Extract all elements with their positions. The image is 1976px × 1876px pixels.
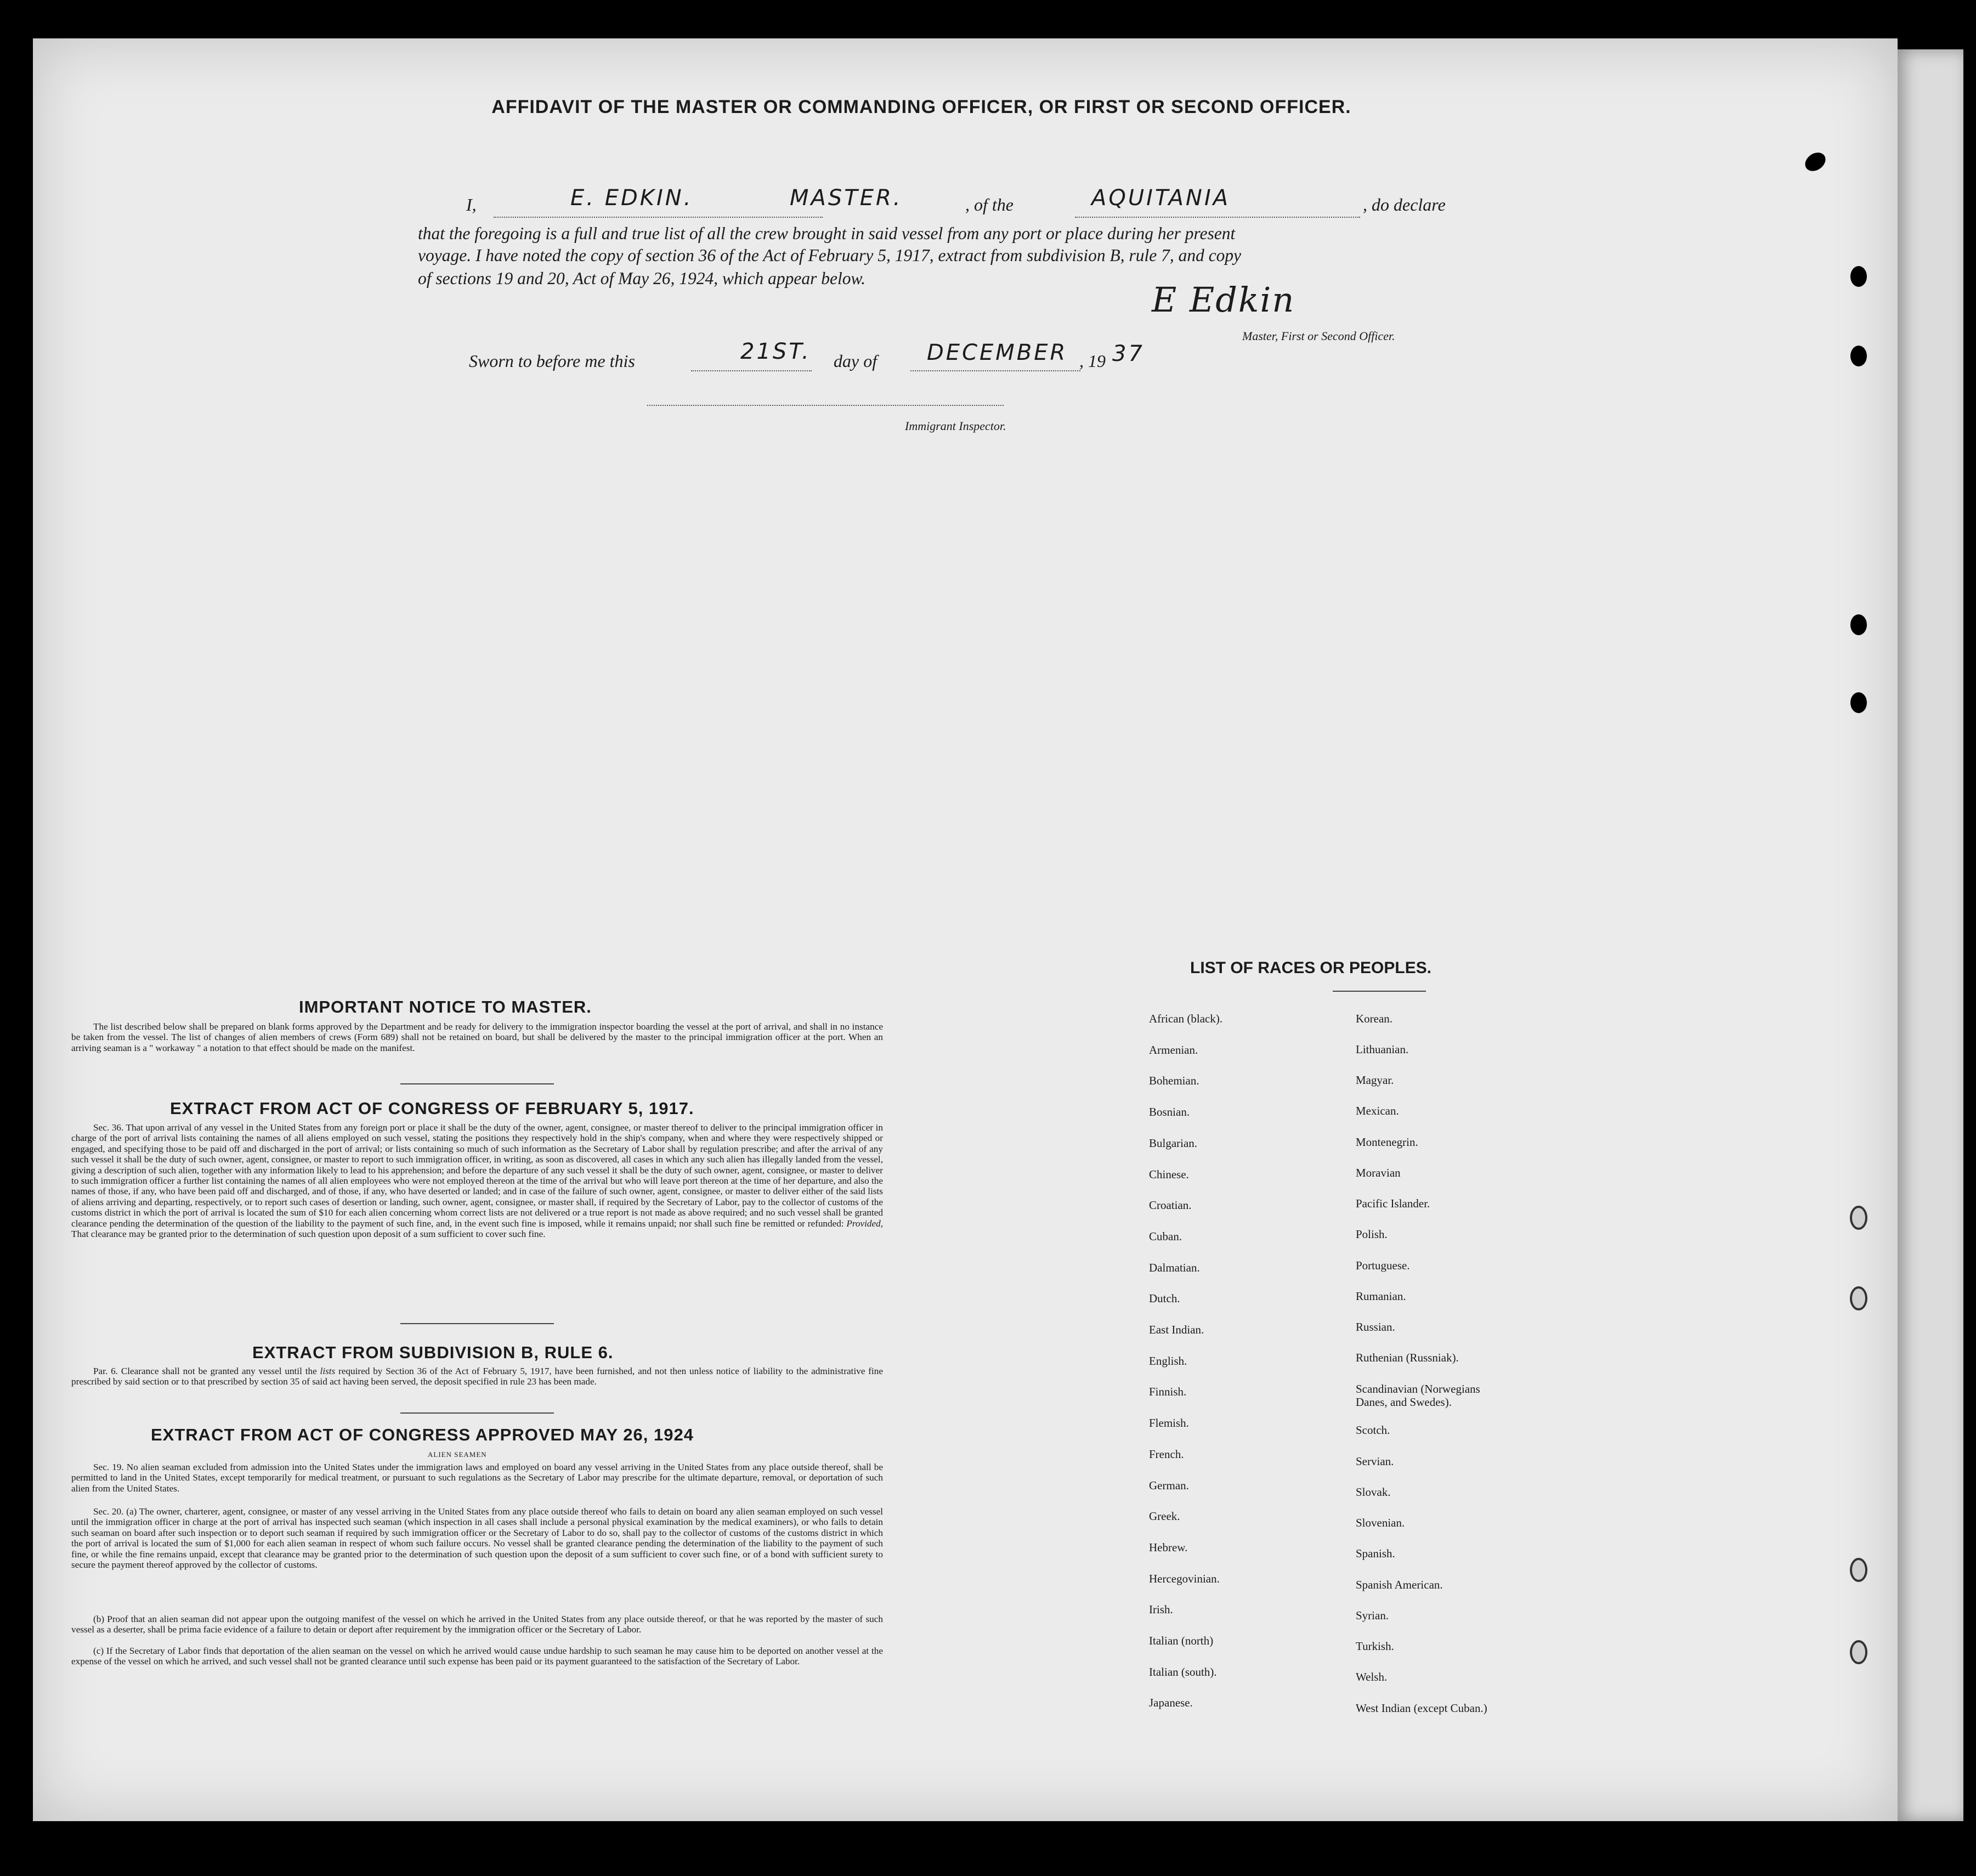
inspector-signature-line bbox=[647, 405, 1004, 406]
extract-1924-title: EXTRACT FROM ACT OF CONGRESS APPROVED MAY 26, 1924 bbox=[151, 1425, 694, 1444]
sworn-day-line bbox=[691, 370, 812, 371]
master-caption: Master, First or Second Officer. bbox=[1242, 329, 1395, 343]
extract-1917-text: Sec. 36. That upon arrival of any vessel in the United States from any foreign port or place it shall be the duty of the owner, agent, consignee, or master thereof to deliver to the principal immigration officer in charge of the port of arrival lists containing the names of all aliens employed on such vessel, stating the positions they respectively hold in the ship's company, when and where they were respectively shipped or engaged, and specifying those to be paid off and discharged in the port of arrival; or lists containing so much of such information as the Secretary of Labor shall by regulation prescribe; and after the arrival of any such vessel it shall be the duty of such owner, agent, consignee, or master to report to such immigration officer, in writing, as soon as discovered, all cases in which any such alien has illegally landed from the vessel, giving a description of such alien, together with any information likely to lead to his apprehension; and before the departure of any such vessel it shall be the duty of such owner, agent, consignee, or master to deliver to such immigration officer a further list containing the names of all alien employees who were not employed thereon at the time of the arrival but who will leave port thereon at the time of her departure, and also the names of those, if any, who have been paid off and discharged, and of those, if any, who have deserted or landed; and in case of the failure of such owner, agent, consignee, or master to deliver either of the said lists of aliens arriving and departing, respectively, or to report such cases of desertion or landing, such owner, agent, consignee, or master shall, if required by the Secretary of Labor, pay to the collector of customs of the customs district in which the port of arrival is located the sum of $10 for each alien concerning whom correct lists are not delivered or a true report is not made as above required; and no such vessel shall be granted clearance pending the determination of the question of the liability to the payment of such fine, and, in the event such fine is imposed, while it remains unpaid; nor shall such fine be remitted or refunded: bbox=[71, 1122, 883, 1229]
race-item: Italian (north) bbox=[1149, 1634, 1214, 1647]
binder-ring bbox=[1850, 1640, 1867, 1664]
race-item: Montenegrin. bbox=[1356, 1135, 1418, 1149]
section-20c: (c) If the Secretary of Labor finds that deportation of the alien seaman on the vessel on which he arrived would cause undue hardship to such seaman he may cause him to be deported on another vessel at the expense of the vessel on which he arrived, and such vessel shall not be granted clearance until such expense has been paid or its payment guaranteed to the satisfaction of the Secretary of Labor. bbox=[71, 1646, 883, 1667]
subdivision-text-end: required by Section 36 of the Act of February 5, 1917, have been furnished, and not then unless notice of liability to the administrative fine prescribed by said section or to that prescribed by section 35 of said act having been served, the deposit specified in rule 23 has been made. bbox=[71, 1366, 884, 1387]
subdivision-text: Par. 6. Clearance shall not be granted any vessel until the bbox=[93, 1366, 317, 1376]
race-item: Rumanian. bbox=[1356, 1290, 1406, 1303]
race-item: Mexican. bbox=[1356, 1104, 1399, 1117]
race-item: Korean. bbox=[1356, 1012, 1393, 1025]
sworn-day: 21ST. bbox=[740, 339, 811, 364]
section-19: Sec. 19. No alien seaman excluded from admission into the United States under the immigration laws and employed on board any vessel arriving in the United States from any place outside thereof, shall be permitted to land in the United States, except temporarily for medical treatment, or pursuant to such regulations as the Secretary of Labor may prescribe for the ultimate departure, removal, or deportation of such alien from the United States. bbox=[71, 1462, 883, 1494]
race-item: Ruthenian (Russniak). bbox=[1356, 1351, 1459, 1364]
race-item: Servian. bbox=[1356, 1455, 1394, 1468]
affidavit-title: AFFIDAVIT OF THE MASTER OR COMMANDING OFFICER, OR FIRST OR SECOND OFFICER. bbox=[491, 97, 1351, 117]
next-page-edge bbox=[1898, 49, 1963, 1821]
race-item: Slovenian. bbox=[1356, 1516, 1405, 1529]
vessel-name: AQUITANIA bbox=[1091, 185, 1231, 211]
race-item: German. bbox=[1149, 1478, 1189, 1492]
race-item: French. bbox=[1149, 1447, 1184, 1461]
section-20b: (b) Proof that an alien seaman did not appear upon the outgoing manifest of the vessel on which he arrived in the United States from any place outside thereof, or that he was reported by the master of such vessel as a deserter, shall be prima facie evidence of a failure to detain or deport after requirement by the immigration officer or the Secretary of Labor. bbox=[71, 1614, 883, 1635]
binder-ring bbox=[1850, 1558, 1867, 1582]
affidavit-i: I, bbox=[466, 195, 477, 214]
race-item: Bosnian. bbox=[1149, 1105, 1190, 1119]
punch-hole bbox=[1850, 346, 1867, 366]
race-item: Lithuanian. bbox=[1356, 1043, 1409, 1056]
subdivision-title: EXTRACT FROM SUBDIVISION B, RULE 6. bbox=[252, 1343, 614, 1362]
subdivision-body bbox=[71, 1366, 883, 1387]
notice-body: The list described below shall be prepared on blank forms approved by the Department and be ready for delivery to the immigration inspector boarding the vessel at the port of arrival, and shall in no instance be taken from the vessel. The list of changes of alien members of crews (Form 689) shall not be retained on board, but shall be delivered by the master to the principal immigration officer at the port. When an arriving seaman is a " workaway " a notation to that effect should be made on the manifest. bbox=[71, 1021, 883, 1053]
race-item: Finnish. bbox=[1149, 1385, 1187, 1399]
race-item: Welsh. bbox=[1356, 1670, 1388, 1683]
race-item: Russian. bbox=[1356, 1320, 1395, 1333]
race-item: Pacific Islander. bbox=[1356, 1197, 1430, 1210]
race-item: Bohemian. bbox=[1149, 1074, 1199, 1088]
affidavit-line-4: of sections 19 and 20, Act of May 26, 1924, which appear below. bbox=[418, 269, 866, 288]
master-rank: MASTER. bbox=[790, 185, 903, 211]
section-rule bbox=[400, 1412, 554, 1414]
race-item: Slovak. bbox=[1356, 1485, 1391, 1499]
race-item: Bulgarian. bbox=[1149, 1136, 1198, 1150]
race-item: Chinese. bbox=[1149, 1167, 1189, 1181]
race-item: Dalmatian. bbox=[1149, 1261, 1200, 1274]
of-the-text: , of the bbox=[965, 195, 1014, 214]
race-item: Hercegovinian. bbox=[1149, 1572, 1220, 1585]
race-item: Italian (south). bbox=[1149, 1665, 1217, 1679]
race-item: Scotch. bbox=[1356, 1423, 1390, 1437]
sworn-month-line bbox=[910, 370, 1080, 371]
race-item: Croatian. bbox=[1149, 1199, 1192, 1212]
race-item: Scandinavian (Norwegians bbox=[1356, 1382, 1480, 1395]
section-rule bbox=[400, 1083, 554, 1084]
year-prefix: , 19 bbox=[1079, 351, 1106, 371]
race-item: Magyar. bbox=[1356, 1073, 1394, 1087]
extract-1917-body bbox=[71, 1122, 883, 1239]
master-name: E. EDKIN. bbox=[570, 185, 693, 211]
proviso-word: Provided, bbox=[846, 1218, 884, 1229]
binder-ring bbox=[1850, 1206, 1867, 1230]
race-item: Portuguese. bbox=[1356, 1259, 1410, 1272]
extract-1917-text-end: That clearance may be granted prior to the determination of such question upon deposit of a sum sufficient to cover such fine. bbox=[71, 1229, 546, 1240]
race-item: East Indian. bbox=[1149, 1323, 1204, 1336]
race-item: Moravian bbox=[1356, 1166, 1401, 1179]
race-item: African (black). bbox=[1149, 1012, 1223, 1025]
extract-1917-title: EXTRACT FROM ACT OF CONGRESS OF FEBRUARY 5, 1917. bbox=[170, 1099, 694, 1118]
notice-title: IMPORTANT NOTICE TO MASTER. bbox=[299, 997, 592, 1016]
section-20a: Sec. 20. (a) The owner, charterer, agent, consignee, or master of any vessel arriving in the United States from any place outside thereof who fails to detain on board any alien seaman employed on such vessel until the immigration officer in charge at the port of arrival has inspected such seaman (which inspection in all cases shall include a personal physical examination by the medical examiners), or who fails to detain such seaman on board after such inspection or to deport such seaman if required by such immigration officer or the Secretary of Labor to do so, shall pay to the collector of customs of the customs district in which the port of arrival is located the sum of $1,000 for each alien seaman in respect of whom such failure occurs. No vessel shall be granted clearance pending the determination of the liability to the payment of such fine, or while the fine remains unpaid, except that clearance may be granted prior to the determination of such question upon the deposit of a sum sufficient to cover such fine, or of a bond with sufficient surety to secure the payment thereof approved by the collector of customs. bbox=[71, 1506, 883, 1570]
race-item: Japanese. bbox=[1149, 1696, 1193, 1710]
race-item: Armenian. bbox=[1149, 1043, 1198, 1056]
master-signature: E Edkin bbox=[1152, 280, 1295, 320]
race-item: West Indian (except Cuban.) bbox=[1356, 1702, 1487, 1715]
races-title-rule bbox=[1333, 991, 1426, 992]
sworn-prefix: Sworn to before me this bbox=[469, 351, 635, 371]
sworn-year: 37 bbox=[1112, 341, 1145, 366]
day-of-text: day of bbox=[834, 351, 877, 371]
race-item: Turkish. bbox=[1356, 1640, 1394, 1653]
lists-word: lists bbox=[320, 1366, 336, 1376]
race-item: Polish. bbox=[1356, 1228, 1388, 1241]
race-item: Flemish. bbox=[1149, 1416, 1189, 1430]
binder-ring bbox=[1850, 1286, 1867, 1310]
race-item: Spanish. bbox=[1356, 1547, 1395, 1560]
race-item: Dutch. bbox=[1149, 1292, 1180, 1306]
race-item: Danes, and Swedes). bbox=[1356, 1395, 1452, 1409]
races-title: LIST OF RACES OR PEOPLES. bbox=[1190, 959, 1432, 977]
race-item: Cuban. bbox=[1149, 1229, 1182, 1243]
race-item: Irish. bbox=[1149, 1603, 1173, 1617]
alien-seamen-subtitle: ALIEN SEAMEN bbox=[428, 1450, 487, 1459]
master-name-line bbox=[494, 217, 823, 218]
punch-hole bbox=[1850, 266, 1867, 287]
punch-hole bbox=[1850, 614, 1867, 635]
declare-text: , do declare bbox=[1363, 195, 1446, 214]
inspector-caption: Immigrant Inspector. bbox=[905, 419, 1006, 433]
race-item: English. bbox=[1149, 1354, 1187, 1368]
race-item: Syrian. bbox=[1356, 1609, 1389, 1622]
race-item: Spanish American. bbox=[1356, 1578, 1443, 1591]
section-rule bbox=[400, 1323, 554, 1324]
race-item: Hebrew. bbox=[1149, 1540, 1188, 1554]
sworn-month: DECEMBER bbox=[927, 340, 1068, 365]
race-item: Greek. bbox=[1149, 1510, 1180, 1523]
vessel-name-line bbox=[1075, 217, 1360, 218]
affidavit-line-2: that the foregoing is a full and true list of all the crew brought in said vessel from any port or place during her present bbox=[418, 224, 1236, 243]
affidavit-line-3: voyage. I have noted the copy of section 36 of the Act of February 5, 1917, extract from subdivision B, rule 7, and copy bbox=[418, 246, 1242, 265]
punch-hole bbox=[1850, 692, 1867, 713]
